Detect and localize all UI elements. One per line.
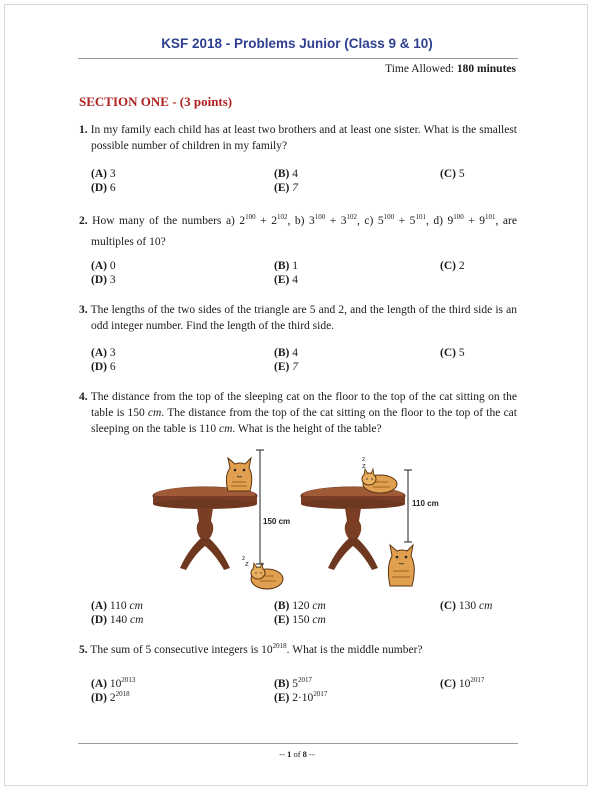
question-4 [79, 389, 517, 437]
time-allowed-value: 180 minutes [456, 63, 516, 75]
cat-sleeping-on-floor [242, 555, 283, 589]
option-b[interactable]: (B) $5^{2017}$ [274, 676, 312, 690]
svg-text:z: z [242, 555, 246, 562]
question-number: 5. [79, 644, 88, 656]
question-1 [79, 122, 517, 154]
question-number: 4. [79, 391, 88, 403]
option-e[interactable]: (E) 4 [274, 274, 298, 286]
left-measure-label: 150 cm [263, 517, 291, 526]
right-measurement [404, 470, 439, 542]
option-c[interactable]: (C) 2 [440, 260, 465, 272]
right-measure-label: 110 cm [412, 499, 439, 508]
option-d[interactable]: (D) 140 cm [91, 614, 144, 626]
option-b[interactable]: (B) 4 [274, 168, 298, 180]
cat-sitting-on-table [226, 458, 251, 491]
option-a[interactable]: (A) 110 cm [91, 600, 143, 612]
option-b[interactable]: (B) 4 [274, 347, 298, 359]
svg-text:z: z [362, 462, 366, 470]
section-title: SECTION ONE - (3 points) [79, 94, 233, 109]
option-e[interactable]: (E) $2\cdot 10^{2017}$ [274, 690, 328, 704]
time-allowed [385, 63, 516, 75]
cat-sleeping-on-table [362, 456, 397, 493]
question-text: In my family each child has at least two brothers and at least one sister. What is the smallest possible number of children in my family? [90, 124, 517, 152]
svg-text:z: z [362, 456, 366, 463]
option-c[interactable]: (C) 5 [440, 347, 465, 359]
page-footer: -- 1 of 8 -- [279, 749, 315, 759]
question-text: The distance from the top of the sleeping cat on the floor to the top of the cat sitting on the table is 150 cm. The distance from the top of the cat sitting on the floor to the top of the cat sleeping on the table is 110 cm. What is the height of the table? [90, 391, 517, 435]
option-a[interactable]: (A) 0 [91, 260, 116, 272]
question-5 [79, 642, 517, 658]
option-c[interactable]: (C) $10^{2017}$ [440, 676, 485, 690]
option-b[interactable]: (B) 120 cm [274, 600, 326, 612]
question-number: 2. [79, 215, 88, 227]
option-a[interactable]: (A) 3 [91, 168, 116, 180]
question-2 [79, 211, 517, 253]
question-number: 1. [79, 124, 88, 136]
option-d[interactable]: (D) 6 [91, 361, 116, 373]
option-c[interactable]: (C) 130 cm [440, 600, 493, 612]
footer-rule [78, 743, 518, 744]
header-rule [78, 58, 518, 59]
tables-and-cats-figure [150, 446, 450, 596]
option-a[interactable]: (A) $10^{2013}$ [91, 676, 136, 690]
option-e[interactable]: (E) 7 [274, 361, 298, 373]
right-table [301, 487, 405, 570]
option-a[interactable]: (A) 3 [91, 347, 116, 359]
svg-text:z: z [245, 560, 249, 568]
question-text: The lengths of the two sides of the triangle are 5 and 2, and the length of the third side is an odd integer number. Find the length of the third side. [90, 304, 517, 332]
option-d[interactable]: (D) $2^{2018}$ [91, 690, 130, 704]
question-text: The sum of 5 consecutive integers is $10^{2018}$. What is the middle number? [90, 642, 423, 656]
option-d[interactable]: (D) 3 [91, 274, 116, 286]
time-allowed-label: Time Allowed: [385, 63, 455, 75]
question-text: How many of the numbers a) $2^{100} + 2^{102}$, b) $3^{100} + 3^{102}$, c) $5^{100} + 5^{101}$, d) $9^{100} + 9^{101}$, are multiples of 10? [91, 213, 517, 248]
question-number: 3. [79, 304, 88, 316]
option-e[interactable]: (E) 150 cm [274, 614, 326, 626]
option-e[interactable]: (E) 7 [274, 182, 298, 194]
cat-sitting-on-floor [388, 545, 414, 586]
option-c[interactable]: (C) 5 [440, 168, 465, 180]
option-d[interactable]: (D) 6 [91, 182, 116, 194]
option-b[interactable]: (B) 1 [274, 260, 298, 272]
question-3 [79, 302, 517, 334]
left-measurement [256, 450, 290, 564]
page-title: KSF 2018 - Problems Junior (Class 9 & 10) [161, 36, 433, 51]
